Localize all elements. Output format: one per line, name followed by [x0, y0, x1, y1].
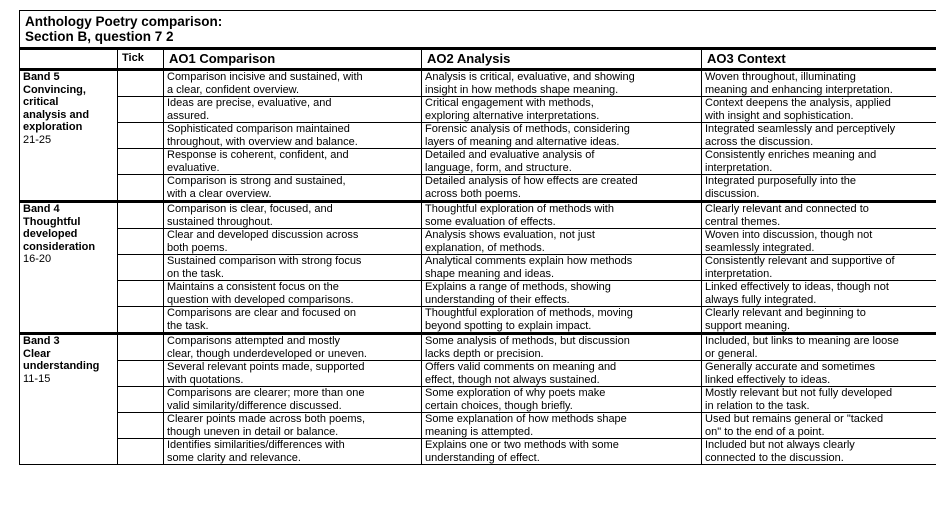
ao3-criterion: Generally accurate and sometimes linked effectively to ideas.: [702, 361, 936, 387]
criteria-row: [20, 175, 936, 202]
tick-box[interactable]: [118, 439, 164, 465]
tick-box[interactable]: [118, 123, 164, 149]
ao2-criterion: Analysis shows evaluation, not just explanation, of methods.: [422, 229, 702, 255]
band-name: Band 4 Thoughtful developed consideration: [23, 203, 96, 253]
ao3-criterion: Consistently relevant and supportive of interpretation.: [702, 255, 936, 281]
ao2-criterion: Some exploration of why poets make certain choices, though briefly.: [422, 387, 702, 413]
ao1-column-header: AO1 Comparison: [164, 49, 422, 70]
band-mark-range: 21-25: [23, 133, 52, 146]
ao1-criterion: Sustained comparison with strong focus on the task.: [164, 255, 422, 281]
tick-box[interactable]: [118, 229, 164, 255]
criteria-row: [20, 334, 936, 361]
ao3-criterion: Woven throughout, illuminating meaning and enhancing interpretation.: [702, 70, 936, 97]
ao3-criterion: Integrated purposefully into the discussion.: [702, 175, 936, 202]
tick-column-header: Tick: [118, 49, 164, 70]
column-header-row: [20, 49, 936, 70]
band-column-header: [20, 49, 118, 70]
title-line-1: Anthology Poetry comparison:: [25, 14, 223, 29]
ao3-criterion: Context deepens the analysis, applied with insight and sophistication.: [702, 97, 936, 123]
band-mark-range: 11-15: [23, 372, 51, 385]
sheet-title: [20, 11, 936, 49]
ao1-criterion: Comparison is strong and sustained, with a clear overview.: [164, 175, 422, 202]
ao1-criterion: Ideas are precise, evaluative, and assured.: [164, 97, 422, 123]
ao1-criterion: Several relevant points made, supported with quotations.: [164, 361, 422, 387]
tick-box[interactable]: [118, 334, 164, 361]
ao1-criterion: Comparisons are clearer; more than one valid similarity/difference discussed.: [164, 387, 422, 413]
ao2-criterion: Analysis is critical, evaluative, and showing insight in how methods shape meaning.: [422, 70, 702, 97]
ao3-criterion: Used but remains general or "tacked on" to the end of a point.: [702, 413, 936, 439]
ao2-criterion: Explains a range of methods, showing understanding of their effects.: [422, 281, 702, 307]
title-line-2: Section B, question 7 2: [25, 29, 174, 44]
ao3-criterion: Clearly relevant and connected to central themes.: [702, 202, 936, 229]
ao1-criterion: Clearer points made across both poems, though uneven in detail or balance.: [164, 413, 422, 439]
ao2-criterion: Forensic analysis of methods, considering layers of meaning and alternative ideas.: [422, 123, 702, 149]
criteria-row: [20, 361, 936, 387]
rubric-sheet: [19, 10, 936, 465]
tick-box[interactable]: [118, 149, 164, 175]
ao2-criterion: Detailed analysis of how effects are created across both poems.: [422, 175, 702, 202]
ao2-criterion: Thoughtful exploration of methods with some evaluation of effects.: [422, 202, 702, 229]
band-name: Band 5 Convincing, critical analysis and exploration: [23, 71, 90, 133]
criteria-row: [20, 97, 936, 123]
tick-box[interactable]: [118, 387, 164, 413]
ao1-criterion: Identifies similarities/differences with some clarity and relevance.: [164, 439, 422, 465]
ao3-column-header: AO3 Context: [702, 49, 936, 70]
ao2-criterion: Critical engagement with methods, exploring alternative interpretations.: [422, 97, 702, 123]
ao1-criterion: Comparisons are clear and focused on the task.: [164, 307, 422, 334]
ao2-criterion: Offers valid comments on meaning and effect, though not always sustained.: [422, 361, 702, 387]
criteria-row: [20, 149, 936, 175]
ao1-criterion: Comparison is clear, focused, and sustained throughout.: [164, 202, 422, 229]
ao2-criterion: Explains one or two methods with some understanding of effect.: [422, 439, 702, 465]
ao2-criterion: Detailed and evaluative analysis of language, form, and structure.: [422, 149, 702, 175]
tick-box[interactable]: [118, 97, 164, 123]
criteria-row: [20, 387, 936, 413]
ao1-criterion: Maintains a consistent focus on the question with developed comparisons.: [164, 281, 422, 307]
criteria-row: [20, 413, 936, 439]
tick-box[interactable]: [118, 202, 164, 229]
band-label-cell: [20, 70, 118, 202]
tick-box[interactable]: [118, 361, 164, 387]
ao3-criterion: Linked effectively to ideas, though not always fully integrated.: [702, 281, 936, 307]
ao2-criterion: Thoughtful exploration of methods, moving beyond spotting to explain impact.: [422, 307, 702, 334]
criteria-row: [20, 255, 936, 281]
ao1-criterion: Comparison incisive and sustained, with a clear, confident overview.: [164, 70, 422, 97]
criteria-row: [20, 439, 936, 465]
tick-box[interactable]: [118, 281, 164, 307]
criteria-row: [20, 123, 936, 149]
ao3-criterion: Integrated seamlessly and perceptively across the discussion.: [702, 123, 936, 149]
band-label-cell: [20, 202, 118, 334]
criteria-row: [20, 281, 936, 307]
ao2-criterion: Some analysis of methods, but discussion lacks depth or precision.: [422, 334, 702, 361]
ao1-criterion: Comparisons attempted and mostly clear, though underdeveloped or uneven.: [164, 334, 422, 361]
ao2-column-header: AO2 Analysis: [422, 49, 702, 70]
ao2-criterion: Analytical comments explain how methods shape meaning and ideas.: [422, 255, 702, 281]
marking-grid: [19, 10, 936, 465]
tick-box[interactable]: [118, 70, 164, 97]
ao3-criterion: Clearly relevant and beginning to support meaning.: [702, 307, 936, 334]
criteria-row: [20, 307, 936, 334]
ao3-criterion: Included but not always clearly connected to the discussion.: [702, 439, 936, 465]
ao3-criterion: Included, but links to meaning are loose or general.: [702, 334, 936, 361]
ao3-criterion: Mostly relevant but not fully developed in relation to the task.: [702, 387, 936, 413]
ao3-criterion: Consistently enriches meaning and interpretation.: [702, 149, 936, 175]
criteria-row: [20, 70, 936, 97]
tick-box[interactable]: [118, 255, 164, 281]
criteria-row: [20, 202, 936, 229]
ao1-criterion: Response is coherent, confident, and evaluative.: [164, 149, 422, 175]
band-name: Band 3 Clear understanding: [23, 335, 100, 372]
tick-box[interactable]: [118, 175, 164, 202]
criteria-row: [20, 229, 936, 255]
ao3-criterion: Woven into discussion, though not seamlessly integrated.: [702, 229, 936, 255]
ao1-criterion: Clear and developed discussion across both poems.: [164, 229, 422, 255]
ao2-criterion: Some explanation of how methods shape meaning is attempted.: [422, 413, 702, 439]
tick-box[interactable]: [118, 307, 164, 334]
band-label-cell: [20, 334, 118, 465]
band-mark-range: 16-20: [23, 253, 52, 265]
tick-box[interactable]: [118, 413, 164, 439]
ao1-criterion: Sophisticated comparison maintained throughout, with overview and balance.: [164, 123, 422, 149]
